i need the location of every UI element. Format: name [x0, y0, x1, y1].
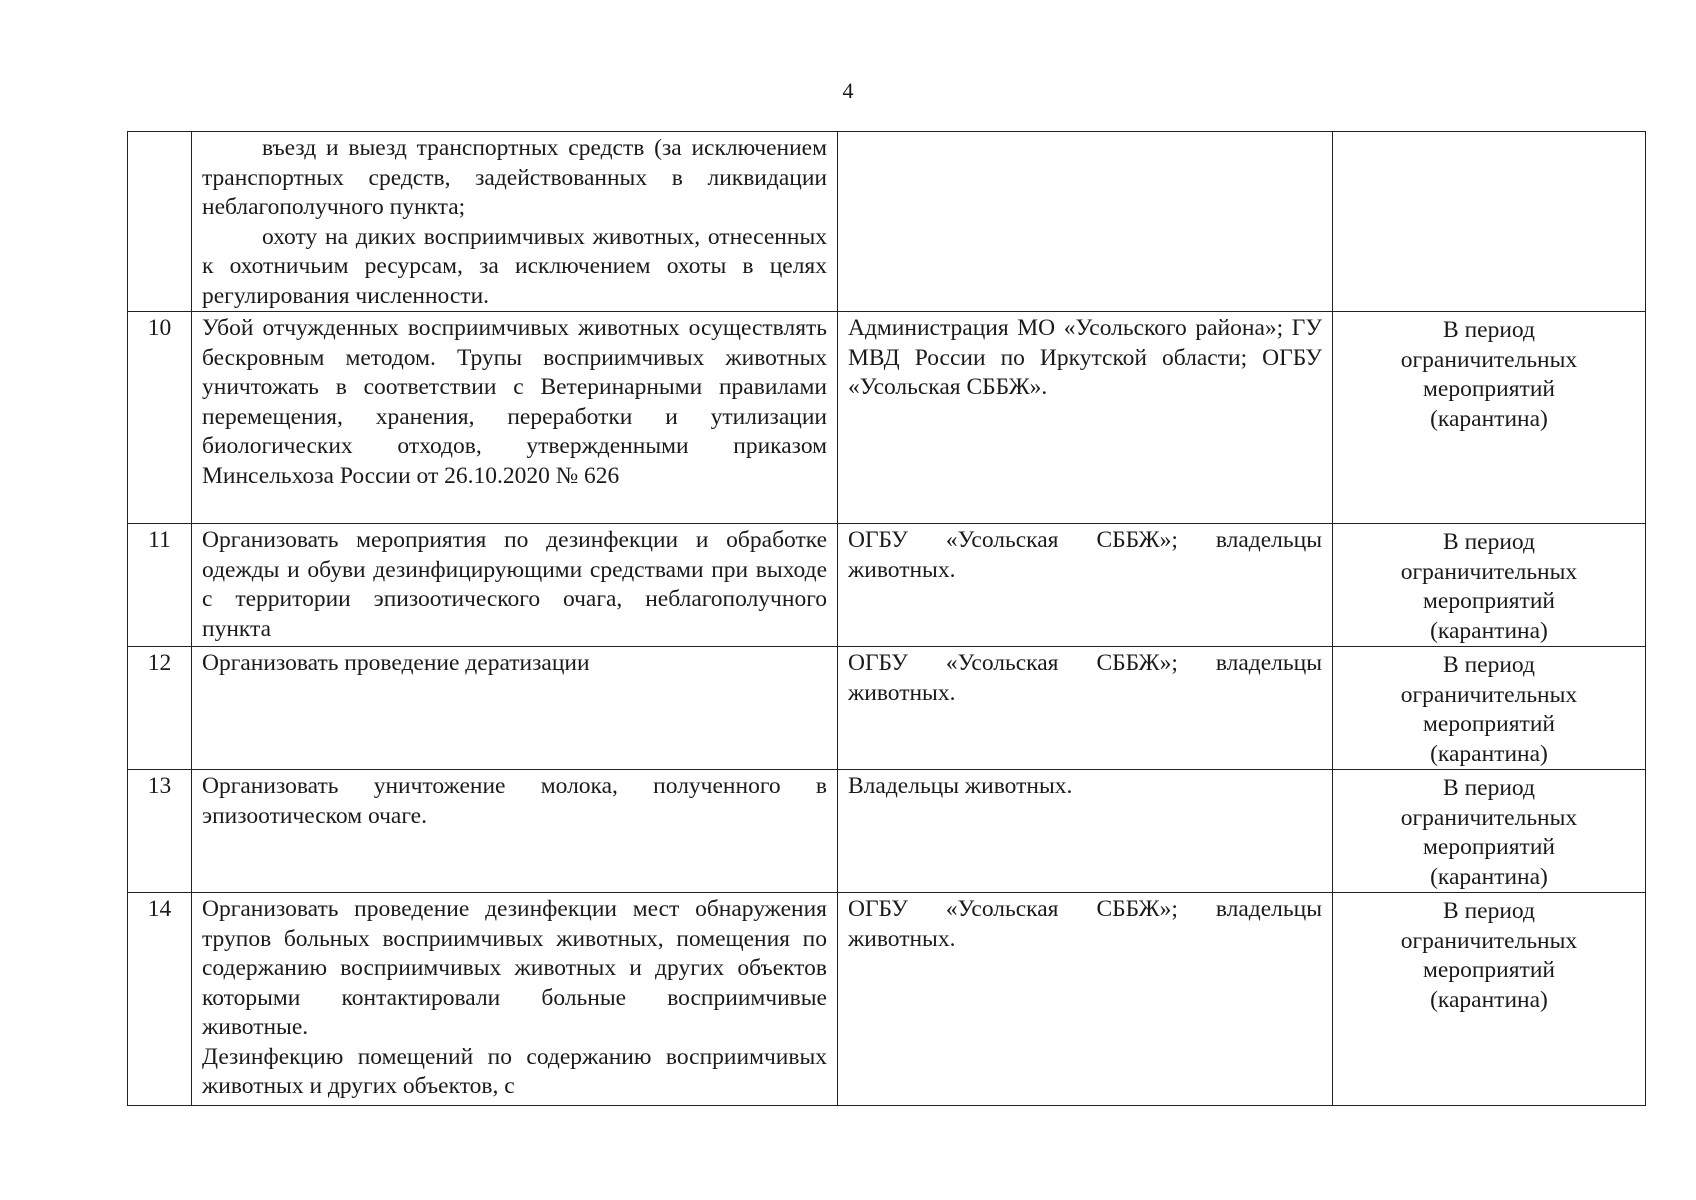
table-row [128, 893, 1646, 1106]
term-line: ограничительных [1400, 804, 1578, 831]
measure-cell [192, 132, 838, 312]
responsible-cell [838, 132, 1333, 312]
measure-cell [192, 524, 838, 647]
row-number [128, 132, 192, 312]
measure-paragraph: Организовать проведение дератизации [202, 650, 590, 676]
term-cell [1333, 524, 1646, 647]
measure-cell [192, 312, 838, 524]
page-number: 4 [842, 78, 854, 103]
term-cell [1333, 647, 1646, 770]
responsible-cell: ОГБУ «Усольская СББЖ»; владельцы животных. [838, 647, 1333, 770]
term-line: мероприятий [1423, 376, 1555, 402]
measure-paragraph: въезд и выезд транспортных средств (за исключением транспортных средств, задействованных в ликвидации неблагополучного пункта; [202, 135, 827, 220]
measure-paragraph: Убой отчужденных восприимчивых животных осуществлять бескровным методом. Трупы восприимчивых животных уничтожать в соответствии с Ветеринарными правилами перемещения, хранения, переработки и утилизации биологических отходов, утвержденными приказом Минсельхоза России от 26.10.2020 № 626 [202, 315, 827, 489]
row-number: 14 [128, 893, 192, 1106]
row-number: 12 [128, 647, 192, 770]
measure-cell [192, 770, 838, 893]
term-line: ограничительных [1400, 927, 1578, 954]
responsible-cell: ОГБУ «Усольская СББЖ»; владельцы животных. [838, 524, 1333, 647]
table-row [128, 524, 1646, 647]
term-line: мероприятий [1423, 834, 1555, 860]
row-number: 13 [128, 770, 192, 893]
term-line: мероприятий [1423, 711, 1555, 737]
term-line: ограничительных [1400, 346, 1578, 373]
term-cell [1333, 770, 1646, 893]
responsible-cell: ОГБУ «Усольская СББЖ»; владельцы животных. [838, 893, 1333, 1106]
term-cell [1333, 312, 1646, 524]
term-line: (карантина) [1430, 405, 1548, 432]
term-line: мероприятий [1423, 957, 1555, 983]
term-line: В период [1443, 898, 1535, 924]
term-line: В период [1443, 317, 1535, 343]
measure-paragraph: охоту на диких восприимчивых животных, отнесенных к охотничьим ресурсам, за исключением охоты в целях регулирования численности. [202, 223, 827, 309]
responsible-cell: Администрация МО «Усольского района»; ГУ МВД России по Иркутской области; ОГБУ «Усольская СББЖ». [838, 312, 1333, 524]
measure-paragraph: Дезинфекцию помещений по содержанию восприимчивых животных и других объектов, с [202, 1043, 827, 1099]
term-line: ограничительных [1400, 558, 1578, 585]
term-line: В период [1443, 652, 1535, 678]
table-row [128, 132, 1646, 312]
measure-paragraph: Организовать мероприятия по дезинфекции и обработке одежды и обуви дезинфицирующими средствами при выходе с территории эпизоотического очага, неблагополучного пункта [202, 527, 827, 642]
row-number: 11 [128, 524, 192, 647]
term-line: (карантина) [1430, 863, 1548, 890]
term-line: ограничительных [1400, 681, 1578, 708]
responsible-cell: Владельцы животных. [838, 770, 1333, 893]
table-row [128, 312, 1646, 524]
term-line: (карантина) [1430, 617, 1548, 644]
table-row [128, 647, 1646, 770]
term-cell [1333, 893, 1646, 1106]
term-cell [1333, 132, 1646, 312]
measure-paragraph: Организовать проведение дезинфекции мест обнаружения трупов больных восприимчивых животных, помещения по содержанию восприимчивых животных и других объектов которыми контактировали больные восприимчивые животные. [202, 896, 827, 1040]
term-line: В период [1443, 775, 1535, 801]
term-line: мероприятий [1423, 588, 1555, 614]
measure-cell [192, 647, 838, 770]
measure-cell [192, 893, 838, 1106]
term-line: (карантина) [1430, 740, 1548, 767]
term-line: (карантина) [1430, 986, 1548, 1013]
term-line: В период [1443, 529, 1535, 555]
measure-paragraph: Организовать уничтожение молока, полученного в эпизоотическом очаге. [202, 773, 827, 829]
row-number: 10 [128, 312, 192, 524]
table-row [128, 770, 1646, 893]
measures-table [127, 131, 1646, 1106]
